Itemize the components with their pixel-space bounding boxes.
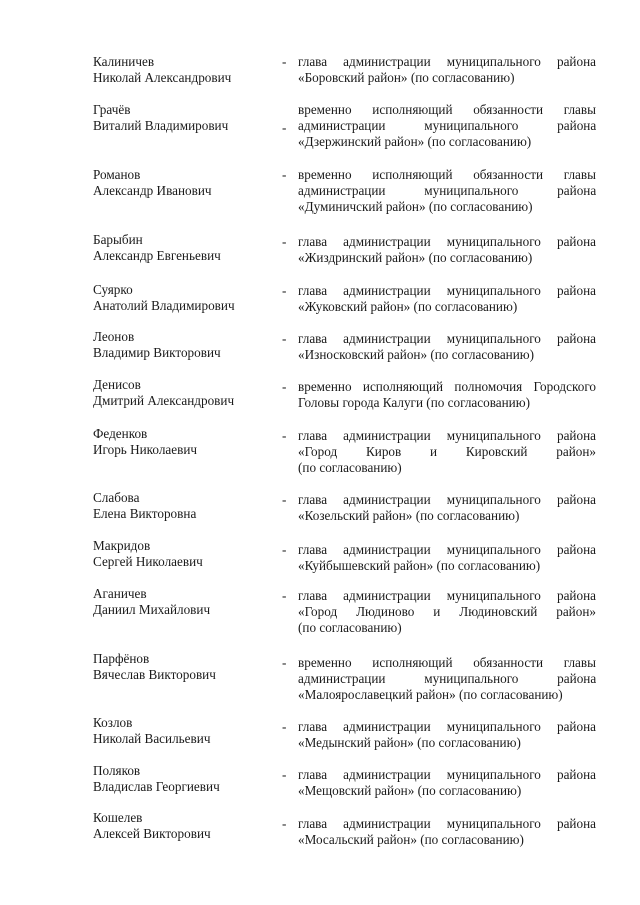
- desc-line: глава администрации муниципального района: [298, 719, 596, 734]
- position-description: [298, 234, 596, 266]
- dash: -: [282, 542, 287, 557]
- person-name: [93, 810, 268, 842]
- given-names: Сергей Николаевич: [93, 554, 203, 570]
- position-description: [298, 816, 596, 848]
- person-name: [93, 377, 268, 409]
- surname: Козлов: [93, 715, 133, 730]
- desc-line: временно исполняющий обязанности главы: [298, 655, 596, 670]
- desc-line: (по согласованию): [298, 620, 402, 636]
- surname: Поляков: [93, 763, 141, 778]
- desc-line: «Козельский район» (по согласованию): [298, 508, 520, 524]
- desc-line: глава администрации муниципального района: [298, 588, 596, 603]
- dash: -: [282, 234, 287, 249]
- desc-line: «Думиничский район» (по согласованию): [298, 199, 533, 215]
- desc-line: «Малоярославецкий район» (по согласованию): [298, 687, 563, 703]
- desc-line: администрации муниципального района: [298, 671, 596, 687]
- surname: Слабова: [93, 490, 140, 505]
- person-name: [93, 651, 268, 683]
- desc-line: временно исполняющий обязанности главы: [298, 167, 596, 182]
- desc-line: «Город Киров и Кировский район»: [298, 444, 596, 460]
- surname: Феденков: [93, 426, 148, 441]
- person-name: [93, 586, 268, 618]
- position-description: [298, 588, 596, 637]
- desc-line: глава администрации муниципального района: [298, 816, 596, 831]
- desc-line: глава администрации муниципального района: [298, 283, 596, 298]
- given-names: Александр Иванович: [93, 183, 212, 199]
- desc-line: глава администрации муниципального района: [298, 331, 596, 346]
- given-names: Виталий Владимирович: [93, 118, 229, 134]
- given-names: Елена Викторовна: [93, 506, 197, 522]
- dash: -: [282, 120, 287, 135]
- surname: Аганичев: [93, 586, 147, 601]
- position-description: [298, 331, 596, 363]
- given-names: Николай Васильевич: [93, 731, 211, 747]
- desc-line: «Износковский район» (по согласованию): [298, 347, 535, 363]
- surname: Калиничев: [93, 54, 155, 69]
- person-name: [93, 329, 268, 361]
- desc-line: глава администрации муниципального района: [298, 767, 596, 782]
- surname: Денисов: [93, 377, 141, 392]
- dash: -: [282, 428, 287, 443]
- dash: -: [282, 492, 287, 507]
- desc-line: (по согласованию): [298, 460, 402, 476]
- position-description: [298, 655, 596, 704]
- desc-line: «Мещовский район» (по согласованию): [298, 783, 522, 799]
- desc-line: «Боровский район» (по согласованию): [298, 70, 515, 86]
- given-names: Анатолий Владимирович: [93, 298, 235, 314]
- surname: Макридов: [93, 538, 151, 553]
- desc-line: временно исполняющий обязанности главы: [298, 102, 596, 117]
- surname: Суярко: [93, 282, 133, 297]
- person-name: [93, 490, 268, 522]
- desc-line: «Жиздринский район» (по согласованию): [298, 250, 533, 266]
- person-name: [93, 538, 268, 570]
- desc-line: временно исполняющий полномочия Городского: [298, 379, 596, 394]
- desc-line: «Город Людиново и Людиновский район»: [298, 604, 596, 620]
- given-names: Владимир Викторович: [93, 345, 221, 361]
- dash: -: [282, 655, 287, 670]
- position-description: [298, 719, 596, 751]
- dash: -: [282, 588, 287, 603]
- desc-line: «Жуковский район» (по согласованию): [298, 299, 518, 315]
- position-description: [298, 167, 596, 216]
- dash: -: [282, 167, 287, 182]
- person-name: [93, 54, 268, 86]
- given-names: Алексей Викторович: [93, 826, 211, 842]
- surname: Кошелев: [93, 810, 143, 825]
- surname: Леонов: [93, 329, 135, 344]
- desc-line: глава администрации муниципального района: [298, 54, 596, 69]
- given-names: Вячеслав Викторович: [93, 667, 216, 683]
- person-name: [93, 426, 268, 458]
- dash: -: [282, 816, 287, 831]
- position-description: [298, 542, 596, 574]
- position-description: [298, 492, 596, 524]
- position-description: [298, 54, 596, 86]
- desc-line: глава администрации муниципального района: [298, 542, 596, 557]
- surname: Барыбин: [93, 232, 143, 247]
- person-name: [93, 167, 268, 199]
- desc-line: «Медынский район» (по согласованию): [298, 735, 521, 751]
- position-description: [298, 767, 596, 799]
- given-names: Дмитрий Александрович: [93, 393, 235, 409]
- desc-line: «Мосальский район» (по согласованию): [298, 832, 524, 848]
- dash: -: [282, 331, 287, 346]
- position-description: [298, 102, 596, 151]
- desc-line: «Куйбышевский район» (по согласованию): [298, 558, 541, 574]
- person-name: [93, 715, 268, 747]
- person-name: [93, 763, 268, 795]
- dash: -: [282, 767, 287, 782]
- desc-line: «Дзержинский район» (по согласованию): [298, 134, 532, 150]
- surname: Грачёв: [93, 102, 131, 117]
- given-names: Николай Александрович: [93, 70, 232, 86]
- dash: -: [282, 719, 287, 734]
- surname: Романов: [93, 167, 141, 182]
- desc-line: Головы города Калуги (по согласованию): [298, 395, 530, 411]
- desc-line: глава администрации муниципального района: [298, 428, 596, 443]
- desc-line: глава администрации муниципального района: [298, 492, 596, 507]
- person-name: [93, 282, 268, 314]
- position-description: [298, 428, 596, 477]
- surname: Парфёнов: [93, 651, 150, 666]
- desc-line: глава администрации муниципального района: [298, 234, 596, 249]
- desc-line: администрации муниципального района: [298, 183, 596, 199]
- dash: -: [282, 54, 287, 69]
- given-names: Александр Евгеньевич: [93, 248, 221, 264]
- position-description: [298, 283, 596, 315]
- given-names: Даниил Михайлович: [93, 602, 211, 618]
- person-name: [93, 102, 268, 134]
- dash: -: [282, 283, 287, 298]
- dash: -: [282, 379, 287, 394]
- desc-line: администрации муниципального района: [298, 118, 596, 134]
- given-names: Владислав Георгиевич: [93, 779, 220, 795]
- position-description: [298, 379, 596, 411]
- given-names: Игорь Николаевич: [93, 442, 198, 458]
- person-name: [93, 232, 268, 264]
